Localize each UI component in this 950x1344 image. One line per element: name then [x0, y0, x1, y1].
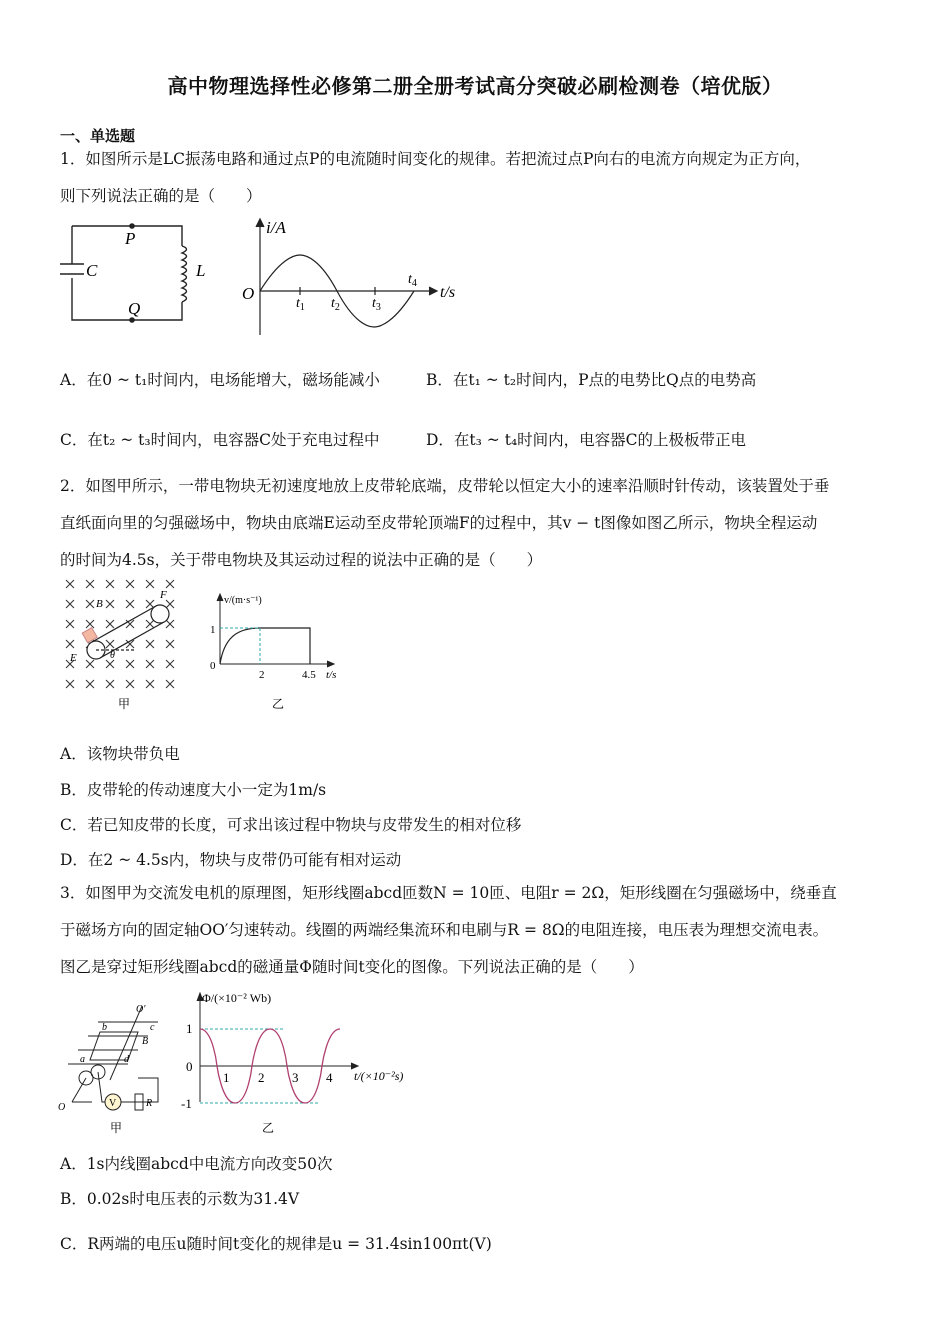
- q1-stem-line1: 1．如图所示是LC振荡电路和通过点P的电流随时间变化的规律。若把流过点P向右的电流方向规定为正方向，: [60, 150, 811, 168]
- svg-text:t/(×10⁻²s): t/(×10⁻²s): [354, 1069, 404, 1083]
- q1-option-c[interactable]: C．在t₂ ~ t₃时间内，电容器C处于充电过程中: [60, 431, 380, 449]
- svg-text:4.5: 4.5: [302, 669, 316, 681]
- svg-text:t/s: t/s: [326, 669, 337, 681]
- q3-flux-graph: [178, 988, 428, 1138]
- svg-text:t4: $t_4$: [408, 272, 417, 289]
- svg-text:O: O: [58, 1102, 66, 1113]
- svg-text:甲: 甲: [118, 697, 131, 711]
- q2-stem-line2: 直纸面向里的匀强磁场中，物块由底端E运动至皮带轮顶端F的过程中，其v − t图像如图乙所示，物块全程运动: [60, 514, 818, 532]
- svg-text:E: E: [70, 652, 77, 664]
- svg-text:4: 4: [326, 1070, 333, 1085]
- q2-stem-line3: 的时间为4.5s，关于带电物块及其运动过程的说法中正确的是（ ）: [60, 551, 543, 569]
- q2-option-d[interactable]: D．在2 ~ 4.5s内，物块与皮带仍可能有相对运动: [60, 851, 402, 869]
- section-heading: 一、单选题: [60, 127, 136, 145]
- svg-text:B: B: [142, 1036, 149, 1047]
- velocity-series-line: [220, 628, 310, 664]
- q2-option-a[interactable]: A．该物块带负电: [60, 745, 180, 763]
- svg-text:乙: 乙: [262, 1121, 275, 1135]
- svg-text:1: 1: [210, 624, 216, 636]
- svg-text:乙: 乙: [272, 697, 285, 711]
- q1-option-d[interactable]: D．在t₃ ~ t₄时间内，电容器C的上极板带正电: [426, 431, 747, 449]
- label-C: C: [86, 261, 98, 280]
- svg-text:R: R: [146, 1098, 153, 1109]
- q1-option-b[interactable]: B．在t₁ ~ t₂时间内，P点的电势比Q点的电势高: [426, 371, 757, 389]
- svg-text:F: F: [160, 589, 167, 601]
- q1-current-graph: [236, 215, 466, 340]
- q2-vt-graph: [200, 590, 350, 710]
- q2-option-b[interactable]: B．皮带轮的传动速度大小一定为1m/s: [60, 781, 327, 799]
- svg-text:θ: θ: [110, 650, 115, 661]
- axis-label-t: t/s: [440, 284, 456, 301]
- svg-text:V: V: [109, 1098, 117, 1109]
- svg-text:a: a: [80, 1054, 85, 1065]
- svg-text:O′: O′: [136, 1004, 146, 1015]
- svg-text:b: b: [102, 1022, 107, 1033]
- svg-text:0: 0: [186, 1059, 193, 1074]
- q3-generator-diagram: [58, 1002, 178, 1137]
- q3-stem-line3: 图乙是穿过矩形线圈abcd的磁通量Φ随时间t变化的图像。下列说法正确的是（ ）: [60, 958, 644, 976]
- label-L: L: [196, 261, 206, 280]
- page-title: 高中物理选择性必修第二册全册考试高分突破必刷检测卷（培优版）: [167, 74, 783, 98]
- svg-text:1: 1: [186, 1021, 193, 1036]
- svg-text:c: c: [150, 1022, 155, 1033]
- q3-option-c[interactable]: C．R两端的电压u随时间t变化的规律是u = 31.4sin100πt(V): [60, 1235, 492, 1253]
- q1-option-a[interactable]: A．在0 ~ t₁时间内，电场能增大，磁场能减小: [60, 371, 380, 389]
- svg-text:t3: $t_3$: [372, 296, 381, 313]
- q3-stem-line1: 3．如图甲为交流发电机的原理图，矩形线圈abcd匝数N = 10匝、电阻r = 2Ω，矩形线圈在匀强磁场中，绕垂直: [60, 884, 837, 902]
- q2-belt-in-magnetic-field: [60, 576, 195, 711]
- origin-label: O: [242, 284, 255, 303]
- svg-text:-1: -1: [181, 1096, 192, 1111]
- svg-text:B: B: [96, 598, 103, 610]
- inductor-coil: [182, 246, 187, 302]
- label-P: P: [125, 229, 136, 248]
- svg-text:1: 1: [223, 1070, 230, 1085]
- q1-lc-circuit: [60, 218, 210, 328]
- label-Q: Q: [128, 299, 141, 318]
- q1-stem-line2: 则下列说法正确的是（ ）: [60, 187, 262, 205]
- svg-text:t1: $t_1$: [296, 296, 305, 313]
- q3-option-b[interactable]: B．0.02s时电压表的示数为31.4V: [60, 1190, 300, 1208]
- svg-text:t2: $t_2$: [331, 296, 340, 313]
- q2-option-c[interactable]: C．若已知皮带的长度，可求出该过程中物块与皮带发生的相对位移: [60, 816, 522, 834]
- q2-stem-line1: 2．如图甲所示，一带电物块无初速度地放上皮带轮底端，皮带轮以恒定大小的速率沿顺时针传动，该装置处于垂: [60, 477, 830, 495]
- q3-option-a[interactable]: A．1s内线圈abcd中电流方向改变50次: [60, 1155, 333, 1173]
- svg-text:d: d: [124, 1054, 129, 1065]
- svg-text:v/(m·s⁻¹): v/(m·s⁻¹): [224, 595, 262, 606]
- svg-text:0: 0: [210, 660, 216, 672]
- svg-text:2: 2: [259, 669, 265, 681]
- svg-text:2: 2: [258, 1070, 265, 1085]
- svg-text:甲: 甲: [110, 1121, 123, 1135]
- svg-text:Φ/(×10⁻² Wb): Φ/(×10⁻² Wb): [202, 991, 272, 1005]
- q3-stem-line2: 于磁场方向的固定轴OO′匀速转动。线圈的两端经集流环和电刷与R = 8Ω的电阻连接，电压表为理想交流电表。: [60, 921, 829, 939]
- svg-text:3: 3: [292, 1070, 299, 1085]
- axis-label-i: i/A: [266, 218, 286, 237]
